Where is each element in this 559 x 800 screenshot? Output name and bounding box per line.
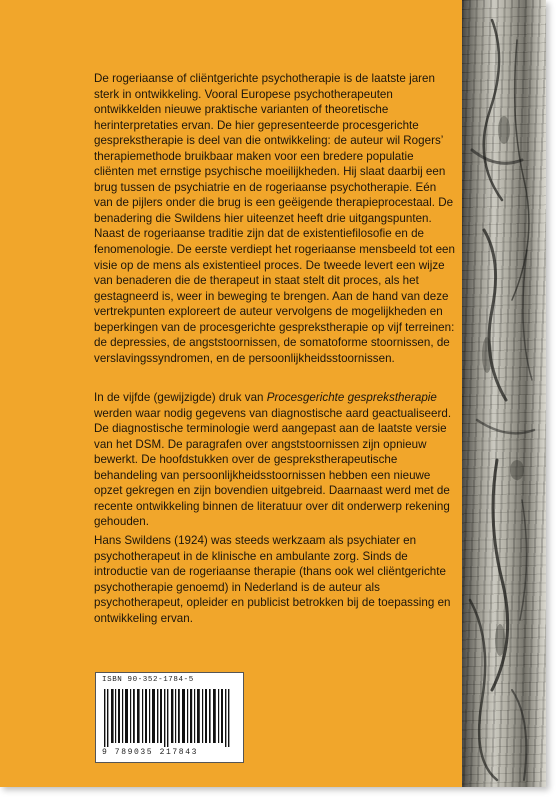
paragraph-2-intro: In de vijfde (gewijzigde) druk van [94, 391, 267, 404]
book-title-italic: Procesgerichte gesprekstherapie [266, 391, 437, 404]
barcode-icon [102, 689, 237, 747]
author-bio-paragraph [94, 533, 456, 626]
bark-texture-image [462, 0, 546, 787]
tree-bark-photo [462, 0, 546, 787]
description-paragraph-1 [94, 71, 456, 366]
isbn-label: ISBN 90-352-1784-5 [102, 676, 194, 684]
author-bio-text: Hans Swildens (1924) was steeds werkzaam als psychiater en psychotherapeut in de klinische en ambulante zorg. Sinds de introductie van de rogeriaanse therapie (thans ook wel cliëntgerichte psychotherapie genoemd) in Nederland is de auteur als psychotherapeut, opleider en publicist betrokken bij de toepassing en ontwikkeling ervan. [94, 534, 451, 625]
isbn-barcode-box [95, 672, 244, 763]
paragraph-1-text: De rogeriaanse of cliëntgerichte psychotherapie is de laatste jaren sterk in ontwikkeling. Vooral Europese psychotherapeuten ontwikkelden nieuwe praktische varianten of theoretische herinterpretaties ervan. De hier gepresenteerde procesgerichte gesprekstherapie is deel van die ontwikkeling: de auteur wil Rogers’ therapiemethode bruikbaar maken voor een bredere populatie cliënten met ernstige psychische moeilijkheden. Hij slaat daarbij een brug tussen de psychiatrie en de rogeriaanse psychotherapie. Eén van de pijlers onder die brug is een geëigende therapieprocestaal. De benadering die Swildens hier uiteenzet heeft drie uitgangspunten. Naast de rogeriaanse traditie zijn dat de existentiefilosofie en de fenomenologie. De eerste verdiept het rogeriaanse mensbeeld tot een visie op de mens als existentieel proces. De tweede levert een wijze van benaderen die de therapeut in staat stelt dit proces, als het gestagneerd is, weer in beweging te brengen. Aan de hand van deze vertrekpunten exploreert de auteur vervolgens de mogelijkheden en beperkingen van de procesgerichte gesprekstherapie op vijf terreinen: de depressies, de angststoornissen, de somatoforme stoornissen, de verslavingssyndromen, en de persoonlijkheidsstoornissen. [94, 72, 455, 365]
barcode-digits: 9 789035 217843 [102, 748, 199, 757]
description-paragraph-2 [94, 390, 456, 530]
paragraph-2-rest: werden waar nodig gegevens van diagnostische aard geactualiseerd. De diagnostische terminologie werd aangepast aan de laatste versie van het DSM. De paragrafen over angststoornissen zijn opnieuw bewerkt. De hoofdstukken over de gesprekstherapeutische behandeling van persoonlijkheidsstoornissen hebben een nieuwe opzet gekregen en zijn bovendien uitgebreid. Daarnaast werd met de recente ontwikkeling binnen de literatuur over dit onderwerp rekening gehouden. [94, 406, 452, 529]
